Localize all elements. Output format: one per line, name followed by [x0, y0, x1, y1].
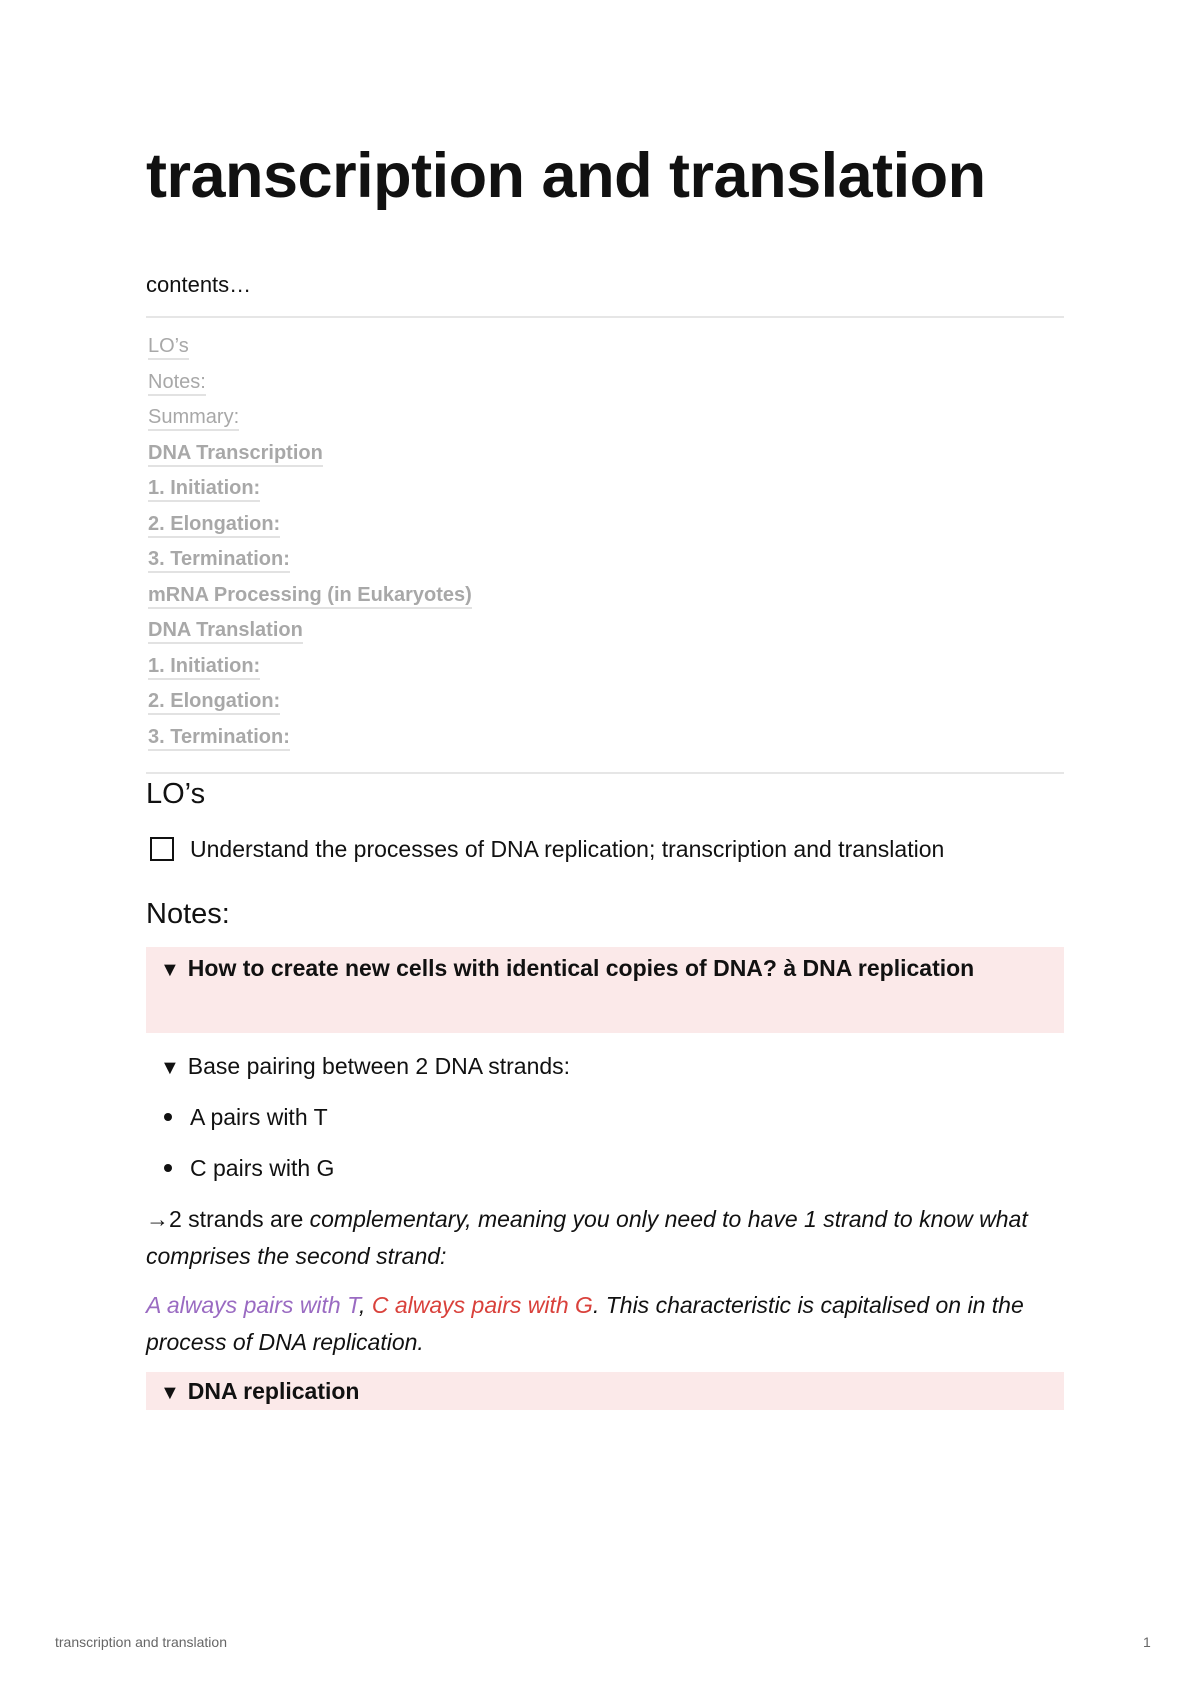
toc-link-dna-transcription[interactable]: DNA Transcription	[148, 441, 323, 467]
toc-link-translation-initiation[interactable]: 1. Initiation:	[148, 654, 260, 680]
toggle-triangle-icon[interactable]: ▼	[160, 1382, 180, 1404]
para-prefix: →2 strands are	[146, 1206, 310, 1232]
toc-link-transcription-termination[interactable]: 3. Termination:	[148, 547, 290, 573]
list-item-text: C pairs with G	[190, 1155, 335, 1181]
complementary-paragraph	[146, 1201, 1064, 1275]
toc-link-mrna-processing[interactable]: mRNA Processing (in Eukaryotes)	[148, 583, 472, 609]
bullet-icon	[164, 1164, 172, 1172]
para-rest: . This characteristic is capitalised on in the process of DNA replication.	[146, 1292, 1024, 1355]
contents-label: contents…	[146, 272, 252, 297]
todo-checkbox[interactable]	[150, 837, 174, 861]
toggle-dna-copies-label: How to create new cells with identical copies of DNA? à DNA replication	[187, 955, 975, 981]
los-heading: LO’s	[146, 778, 206, 810]
purple-text: A always pairs with T	[146, 1292, 360, 1318]
toc-link-notes[interactable]: Notes:	[148, 370, 206, 396]
table-of-contents	[146, 316, 1064, 774]
pairing-paragraph	[146, 1287, 1064, 1361]
toggle-dna-replication-label: DNA replication	[187, 1378, 360, 1404]
page-number: 1	[1143, 1634, 1151, 1650]
toc-link-transcription-initiation[interactable]: 1. Initiation:	[148, 476, 260, 502]
toc-link-dna-translation[interactable]: DNA Translation	[148, 618, 303, 644]
list-item	[160, 1153, 334, 1183]
para-italic: complementary, meaning you only need to have 1 strand to know what comprises the second strand:	[146, 1206, 1028, 1269]
red-text: C always pairs with G	[371, 1292, 593, 1318]
toc-link-los[interactable]: LO’s	[148, 334, 189, 360]
toggle-dna-copies[interactable]	[146, 947, 1064, 1033]
toc-link-translation-elongation[interactable]: 2. Elongation:	[148, 689, 280, 715]
toc-link-summary[interactable]: Summary:	[148, 405, 239, 431]
page-title: transcription and translation	[146, 141, 986, 211]
toggle-dna-replication[interactable]	[146, 1372, 1064, 1410]
toggle-base-pairing-label: Base pairing between 2 DNA strands:	[187, 1053, 571, 1079]
list-item	[160, 1102, 328, 1132]
toc-link-transcription-elongation[interactable]: 2. Elongation:	[148, 512, 280, 538]
para-comma: ,	[359, 1292, 372, 1318]
bullet-icon	[164, 1113, 172, 1121]
list-item-text: A pairs with T	[190, 1104, 328, 1130]
toggle-triangle-icon[interactable]: ▼	[160, 1057, 180, 1079]
todo-item	[150, 834, 944, 864]
footer-title: transcription and translation	[55, 1634, 227, 1650]
todo-text: Understand the processes of DNA replication; transcription and translation	[190, 836, 945, 862]
toggle-triangle-icon[interactable]: ▼	[160, 959, 180, 981]
toc-link-translation-termination[interactable]: 3. Termination:	[148, 725, 290, 751]
toggle-base-pairing[interactable]	[160, 1051, 570, 1083]
notes-heading: Notes:	[146, 898, 230, 930]
